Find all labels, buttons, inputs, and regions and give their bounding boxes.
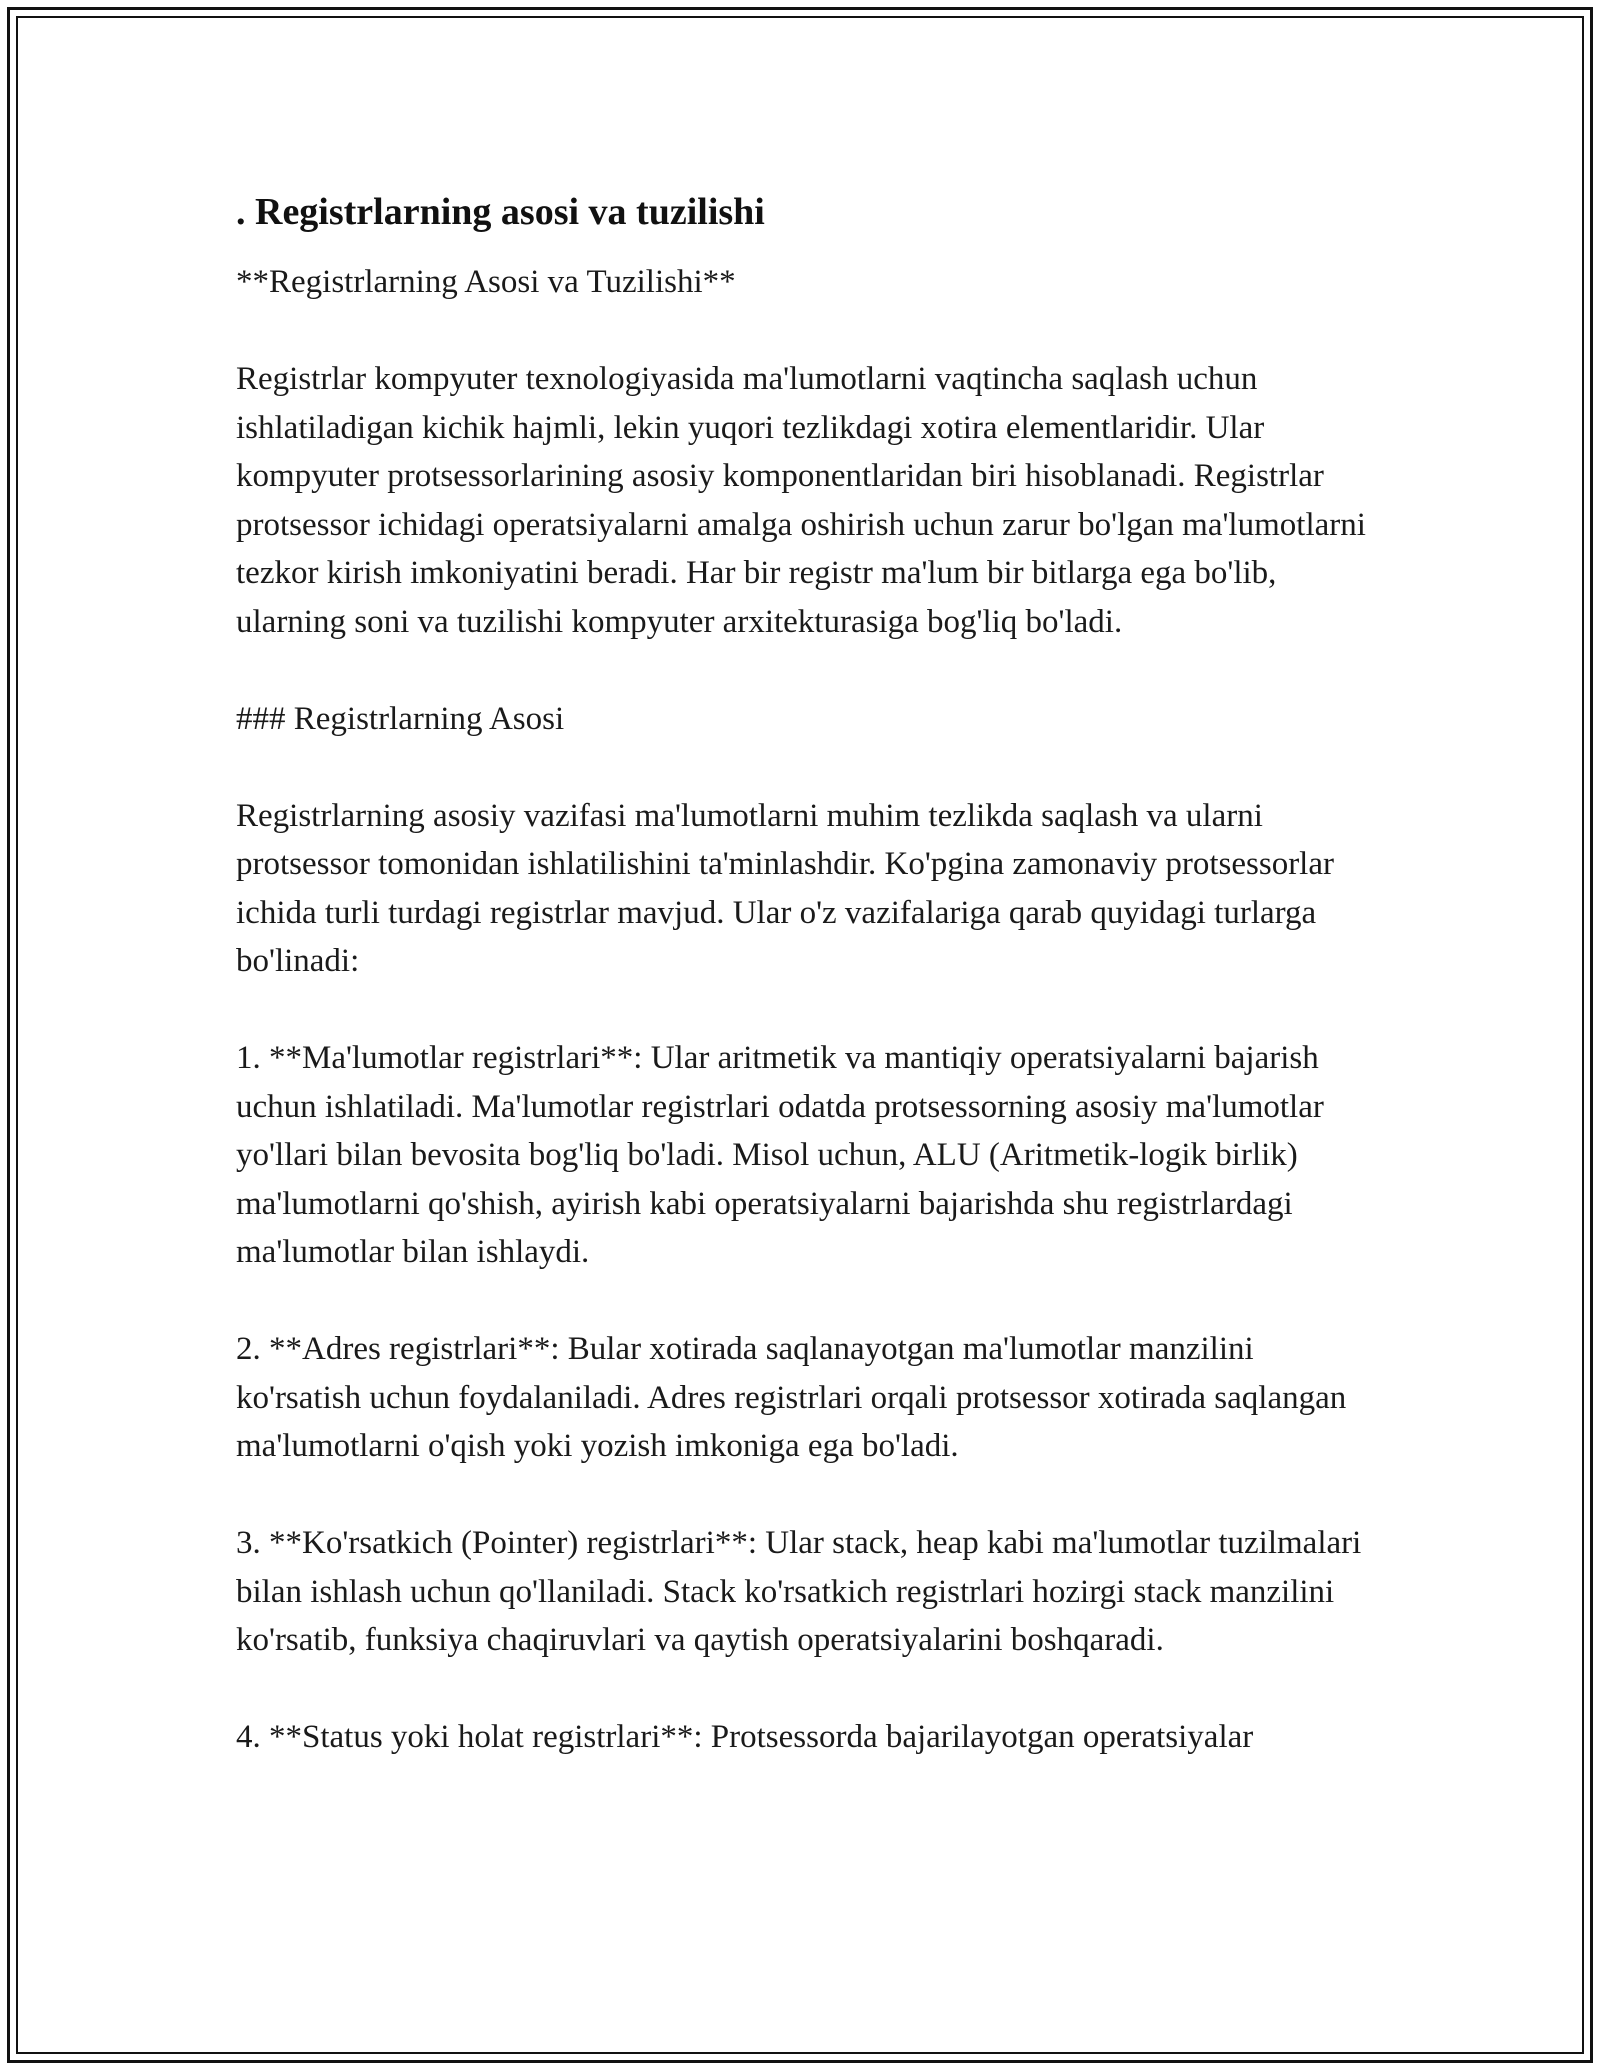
intro-paragraph: Registrlar kompyuter texnologiyasida ma'lumotlarni vaqtincha saqlash uchun ishlatiladigan kichik hajmli, lekin yuqori tezlikdagi xotira elementlaridir. Ular kompyuter protsessorlarining asosiy komponentlaridan biri hisoblanadi. Registrlar protsessor ichidagi operatsiyalarni amalga oshirish uchun zarur bo'lgan ma'lumotlarni tezkor kirish imkoniyatini beradi. Har bir registr ma'lum bir bitlarga ega bo'lib, ularning soni va tuzilishi kompyuter arxitekturasiga bog'liq bo'ladi. [236,361,1366,640]
document-body [236,186,1376,1762]
section-heading: ### Registrlarning Asosi [236,700,565,737]
list-item: 4. **Status yoki holat registrlari**: Protsessorda bajarilayotgan operatsiyalar [236,1719,1254,1755]
document-title: . Registrlarning asosi va tuzilishi [236,191,765,233]
list-item: 1. **Ma'lumotlar registrlari**: Ular aritmetik va mantiqiy operatsiyalarni bajarish uchun ishlatiladi. Ma'lumotlar registrlari odatda protsessorning asosiy ma'lumotlar yo'llari bilan bevosita bog'liq bo'ladi. Misol uchun, ALU (Aritmetik-logik birlik) ma'lumotlarni qo'shish, ayirish kabi operatsiyalarni bajarishda shu registrlardagi ma'lumotlar bilan ishlaydi. [236,1040,1324,1270]
list-item: 2. **Adres registrlari**: Bular xotirada saqlanayotgan ma'lumotlar manzilini ko'rsatish uchun foydalaniladi. Adres registrlari orqali protsessor xotirada saqlangan ma'lumotlarni o'qish yoki yozish imkoniga ega bo'ladi. [236,1331,1347,1464]
section-intro-paragraph: Registrlarning asosiy vazifasi ma'lumotlarni muhim tezlikda saqlash va ularni protsessor tomonidan ishlatilishini ta'minlashdir. Ko'pgina zamonaviy protsessorlar ichida turli turdagi registrlar mavjud. Ular o'z vazifalariga qarab quyidagi turlarga bo'linadi: [236,797,1334,979]
list-item: 3. **Ko'rsatkich (Pointer) registrlari**: Ular stack, heap kabi ma'lumotlar tuzilmalari bilan ishlash uchun qo'llaniladi. Stack ko'rsatkich registrlari hozirgi stack manzilini ko'rsatib, funksiya chaqiruvlari va qaytish operatsiyalarini boshqaradi. [236,1525,1362,1658]
document-subtitle: **Registrlarning Asosi va Tuzilishi** [236,264,736,300]
